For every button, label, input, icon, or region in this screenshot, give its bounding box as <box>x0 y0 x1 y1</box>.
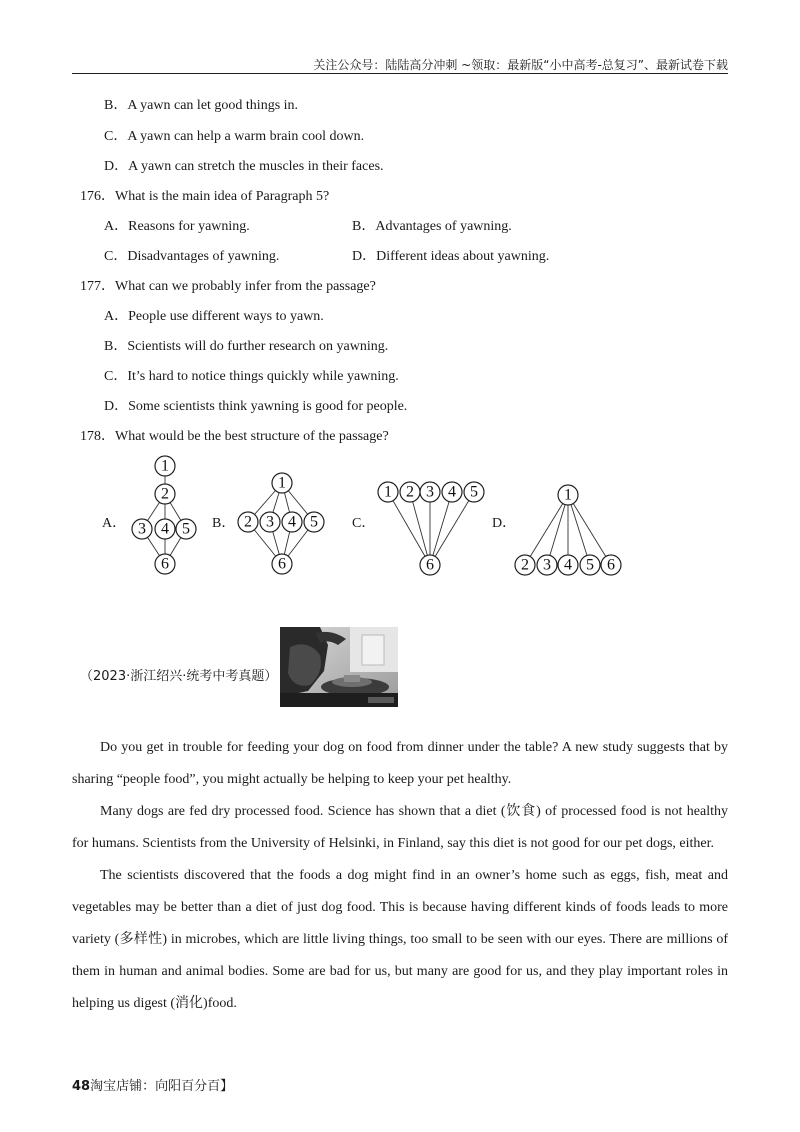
diagram-b-node-2 <box>238 512 258 532</box>
diagram-c-node-4 <box>442 482 462 502</box>
diagram-b-node-6 <box>272 554 292 574</box>
diagram-d-node-4 <box>558 555 578 575</box>
diagram-a-node-3 <box>132 519 152 539</box>
q176-option-d: D．Different ideas about yawning. <box>352 249 550 264</box>
q176-option-c: C．Disadvantages of yawning. <box>104 249 280 264</box>
svg-text:6: 6 <box>426 556 434 574</box>
diagram-a-node-2 <box>155 484 175 504</box>
diagram-c-node-6 <box>420 555 440 575</box>
header-rule <box>72 73 728 74</box>
svg-text:4: 4 <box>564 556 572 574</box>
diagram-label-c: C． <box>352 516 376 531</box>
diagram-c-node-2 <box>400 482 420 502</box>
reading-passage <box>72 732 728 1020</box>
passage-paragraph-1: Do you get in trouble for feeding your dog on food from dinner under the table? A new study suggests that by sharing “people food”, you might actually be helping to keep your pet healthy. <box>72 740 728 787</box>
diagram-c-node-5 <box>464 482 484 502</box>
source-citation: （2023·浙江绍兴·统考中考真题） <box>80 669 278 684</box>
svg-text:2: 2 <box>406 483 414 501</box>
q177-option-a: A．People use different ways to yawn. <box>104 309 324 324</box>
shop-text: 淘宝店铺：向阳百分百】 <box>90 1079 234 1094</box>
diagram-b-node-4 <box>282 512 302 532</box>
svg-text:3: 3 <box>138 520 146 538</box>
svg-text:5: 5 <box>470 483 478 501</box>
q178-stem: 178．What would be the best structure of the passage? <box>80 429 389 444</box>
svg-text:3: 3 <box>266 513 274 531</box>
svg-text:3: 3 <box>543 556 551 574</box>
diagram-a-node-4 <box>155 519 175 539</box>
diagram-c-node-3 <box>420 482 440 502</box>
structure-diagram-b <box>232 465 332 580</box>
q176-option-b: B．Advantages of yawning. <box>352 219 512 234</box>
q177-stem: 177．What can we probably infer from the passage? <box>80 279 376 294</box>
diagram-d-node-2 <box>515 555 535 575</box>
dog-dinner-photo <box>280 627 398 707</box>
passage-paragraph-3: The scientists discovered that the foods a dog might find in an owner’s home such as eggs, fish, meat and vegetables may be better than a diet of just dog food. This is because having different kinds of foods leads to more variety (多样性) in microbes, which are little living things, too small to be seen with our eyes. There are millions of them in human and animal bodies. Some are bad for us, but many are good for us, and they play important roles in helping us digest (消化)food. <box>72 868 728 1011</box>
diagram-d-node-5 <box>580 555 600 575</box>
diagram-c-node-1 <box>378 482 398 502</box>
svg-text:3: 3 <box>426 483 434 501</box>
diagram-a-node-5 <box>176 519 196 539</box>
svg-text:6: 6 <box>278 555 286 573</box>
svg-text:1: 1 <box>278 474 286 492</box>
svg-text:2: 2 <box>244 513 252 531</box>
page-footer <box>72 1075 233 1094</box>
structure-diagram-c <box>370 470 495 582</box>
q176-option-a: A．Reasons for yawning. <box>104 219 250 234</box>
q177-option-b: B．Scientists will do further research on yawning. <box>104 339 389 354</box>
svg-text:5: 5 <box>310 513 318 531</box>
diagram-label-a: A． <box>102 516 127 531</box>
svg-text:4: 4 <box>161 520 169 538</box>
diagram-a-node-6 <box>155 554 175 574</box>
diagram-label-d: D． <box>492 516 517 531</box>
structure-diagram-d <box>510 475 630 580</box>
page-number: 48 <box>72 1079 91 1094</box>
svg-text:6: 6 <box>607 556 615 574</box>
svg-text:1: 1 <box>161 457 169 475</box>
svg-text:4: 4 <box>448 483 456 501</box>
structure-diagram-a <box>120 450 200 580</box>
svg-text:1: 1 <box>564 486 572 504</box>
svg-text:4: 4 <box>288 513 296 531</box>
q176-stem: 176．What is the main idea of Paragraph 5? <box>80 189 330 204</box>
diagram-d-node-3 <box>537 555 557 575</box>
svg-text:6: 6 <box>161 555 169 573</box>
diagram-b-node-5 <box>304 512 324 532</box>
q177-option-c: C．It’s hard to notice things quickly while yawning. <box>104 369 399 384</box>
page-header: 关注公众号：陆陆高分冲刺 ~领取：最新版“小中高考-总复习”、最新试卷下载 <box>313 58 728 72</box>
diagram-d-node-1 <box>558 485 578 505</box>
diagram-d-node-6 <box>601 555 621 575</box>
q177-option-d: D．Some scientists think yawning is good for people. <box>104 399 408 414</box>
q175-option-c: C．A yawn can help a warm brain cool down. <box>104 129 365 144</box>
diagram-b-node-3 <box>260 512 280 532</box>
svg-text:1: 1 <box>384 483 392 501</box>
diagram-label-b: B． <box>212 516 236 531</box>
svg-text:5: 5 <box>586 556 594 574</box>
svg-text:2: 2 <box>161 485 169 503</box>
svg-text:5: 5 <box>182 520 190 538</box>
diagram-a-node-1 <box>155 456 175 476</box>
q175-option-b: B．A yawn can let good things in. <box>104 98 299 113</box>
diagram-b-node-1 <box>272 473 292 493</box>
svg-text:2: 2 <box>521 556 529 574</box>
q175-option-d: D．A yawn can stretch the muscles in their faces. <box>104 159 384 174</box>
passage-paragraph-2: Many dogs are fed dry processed food. Science has shown that a diet (饮食) of processed food is not healthy for humans. Scientists from the University of Helsinki, in Finland, say this diet is not good for our pet dogs, either. <box>72 804 728 851</box>
